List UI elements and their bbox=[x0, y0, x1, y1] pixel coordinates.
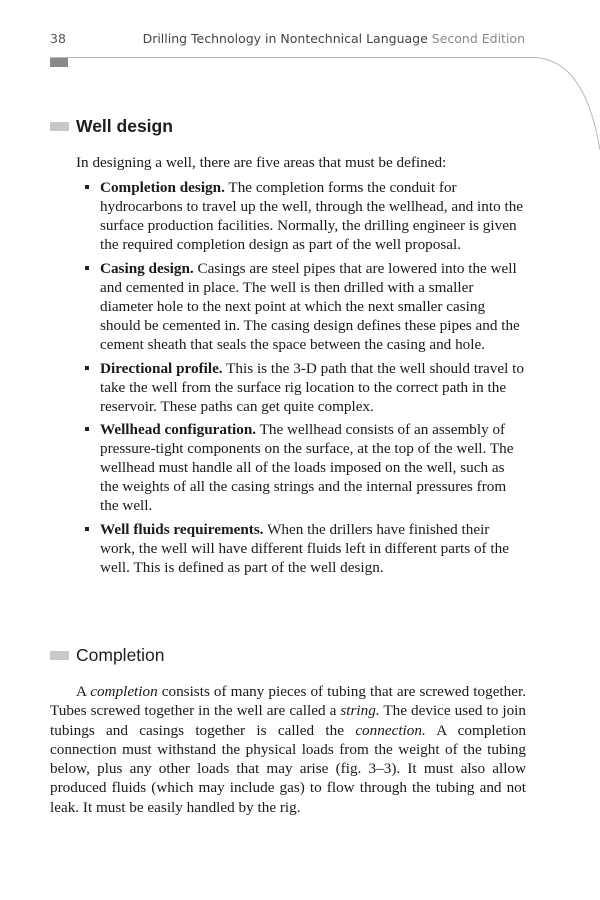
section-title: Well design bbox=[76, 116, 173, 136]
text-run: consists of many pieces of tubing that are screwed together. Tubes screwed together in the well are called a bbox=[50, 683, 526, 720]
term-completion: completion bbox=[90, 683, 158, 700]
text-run: A completion connection must withstand the physical loads from the weight of the tubing below, plus any other loads that may arise (fig. 3–3). It must also allow produced fluids (which may include gas) to flow through the tubing and not leak. It must be easily handled by the rig. bbox=[50, 721, 527, 816]
list-item bbox=[76, 178, 526, 254]
item-text: When the drillers have finished their work, the well will have different fluids left in different parts of the well. This is defined as part of the well design. bbox=[100, 521, 509, 577]
heading-marker bbox=[50, 122, 69, 131]
text-run: The device used to join tubings and casings together is called the bbox=[50, 702, 526, 739]
completion-paragraph bbox=[50, 682, 526, 817]
text-run: A bbox=[76, 683, 91, 700]
edition: Second Edition bbox=[431, 31, 525, 46]
header-rule bbox=[50, 57, 535, 58]
item-term: Wellhead configuration. bbox=[100, 421, 257, 439]
term-connection: connection. bbox=[355, 721, 426, 739]
bullet-icon bbox=[85, 366, 89, 370]
book-title: Drilling Technology in Nontechnical Language bbox=[142, 31, 428, 46]
list-item bbox=[76, 420, 526, 515]
item-term: Completion design. bbox=[100, 179, 225, 196]
item-text: The completion forms the conduit for hydrocarbons to travel up the well, through the wellhead, and into the surface production facilities. Normally, the drilling engineer is given the required completion design as part of the well proposal. bbox=[100, 179, 524, 253]
heading-marker bbox=[50, 651, 69, 660]
bullet-icon bbox=[85, 527, 89, 531]
page-number: 38 bbox=[50, 31, 66, 46]
item-term: Well fluids requirements. bbox=[100, 521, 264, 539]
term-string: string. bbox=[340, 702, 380, 720]
list-item bbox=[76, 520, 526, 577]
item-term: Casing design. bbox=[100, 259, 194, 277]
header-marker bbox=[50, 58, 68, 67]
item-text: This is the 3-D path that the well should travel to take the well from the surface rig location to the correct path in the reservoir. These paths can get quite complex. bbox=[100, 359, 524, 415]
item-text: The wellhead consists of an assembly of pressure-tight components on the surface, at the top of the well. The wellhead must handle all of the loads imposed on the well, such as the weights of all the casing strings and the internal pressures from the well. bbox=[100, 421, 514, 515]
bullet-icon bbox=[85, 266, 89, 270]
running-title bbox=[143, 31, 525, 46]
intro-paragraph: In designing a well, there are five areas that must be defined: bbox=[76, 154, 447, 171]
section-heading-well-design bbox=[50, 116, 173, 137]
section-title: Completion bbox=[76, 645, 165, 665]
list-item bbox=[76, 259, 526, 354]
section-heading-completion bbox=[50, 645, 165, 666]
item-text: Casings are steel pipes that are lowered into the well and cemented in place. The well is then drilled with a smaller diameter hole to the next point at which the next smaller casing should be cemented in. The casing design defines these pipes and the cement sheath that seals the space between the casing and hole. bbox=[100, 259, 520, 353]
item-term: Directional profile. bbox=[100, 359, 223, 377]
bullet-icon bbox=[85, 427, 89, 431]
well-design-list bbox=[76, 178, 526, 582]
list-item bbox=[76, 359, 526, 416]
bullet-icon bbox=[85, 185, 89, 189]
